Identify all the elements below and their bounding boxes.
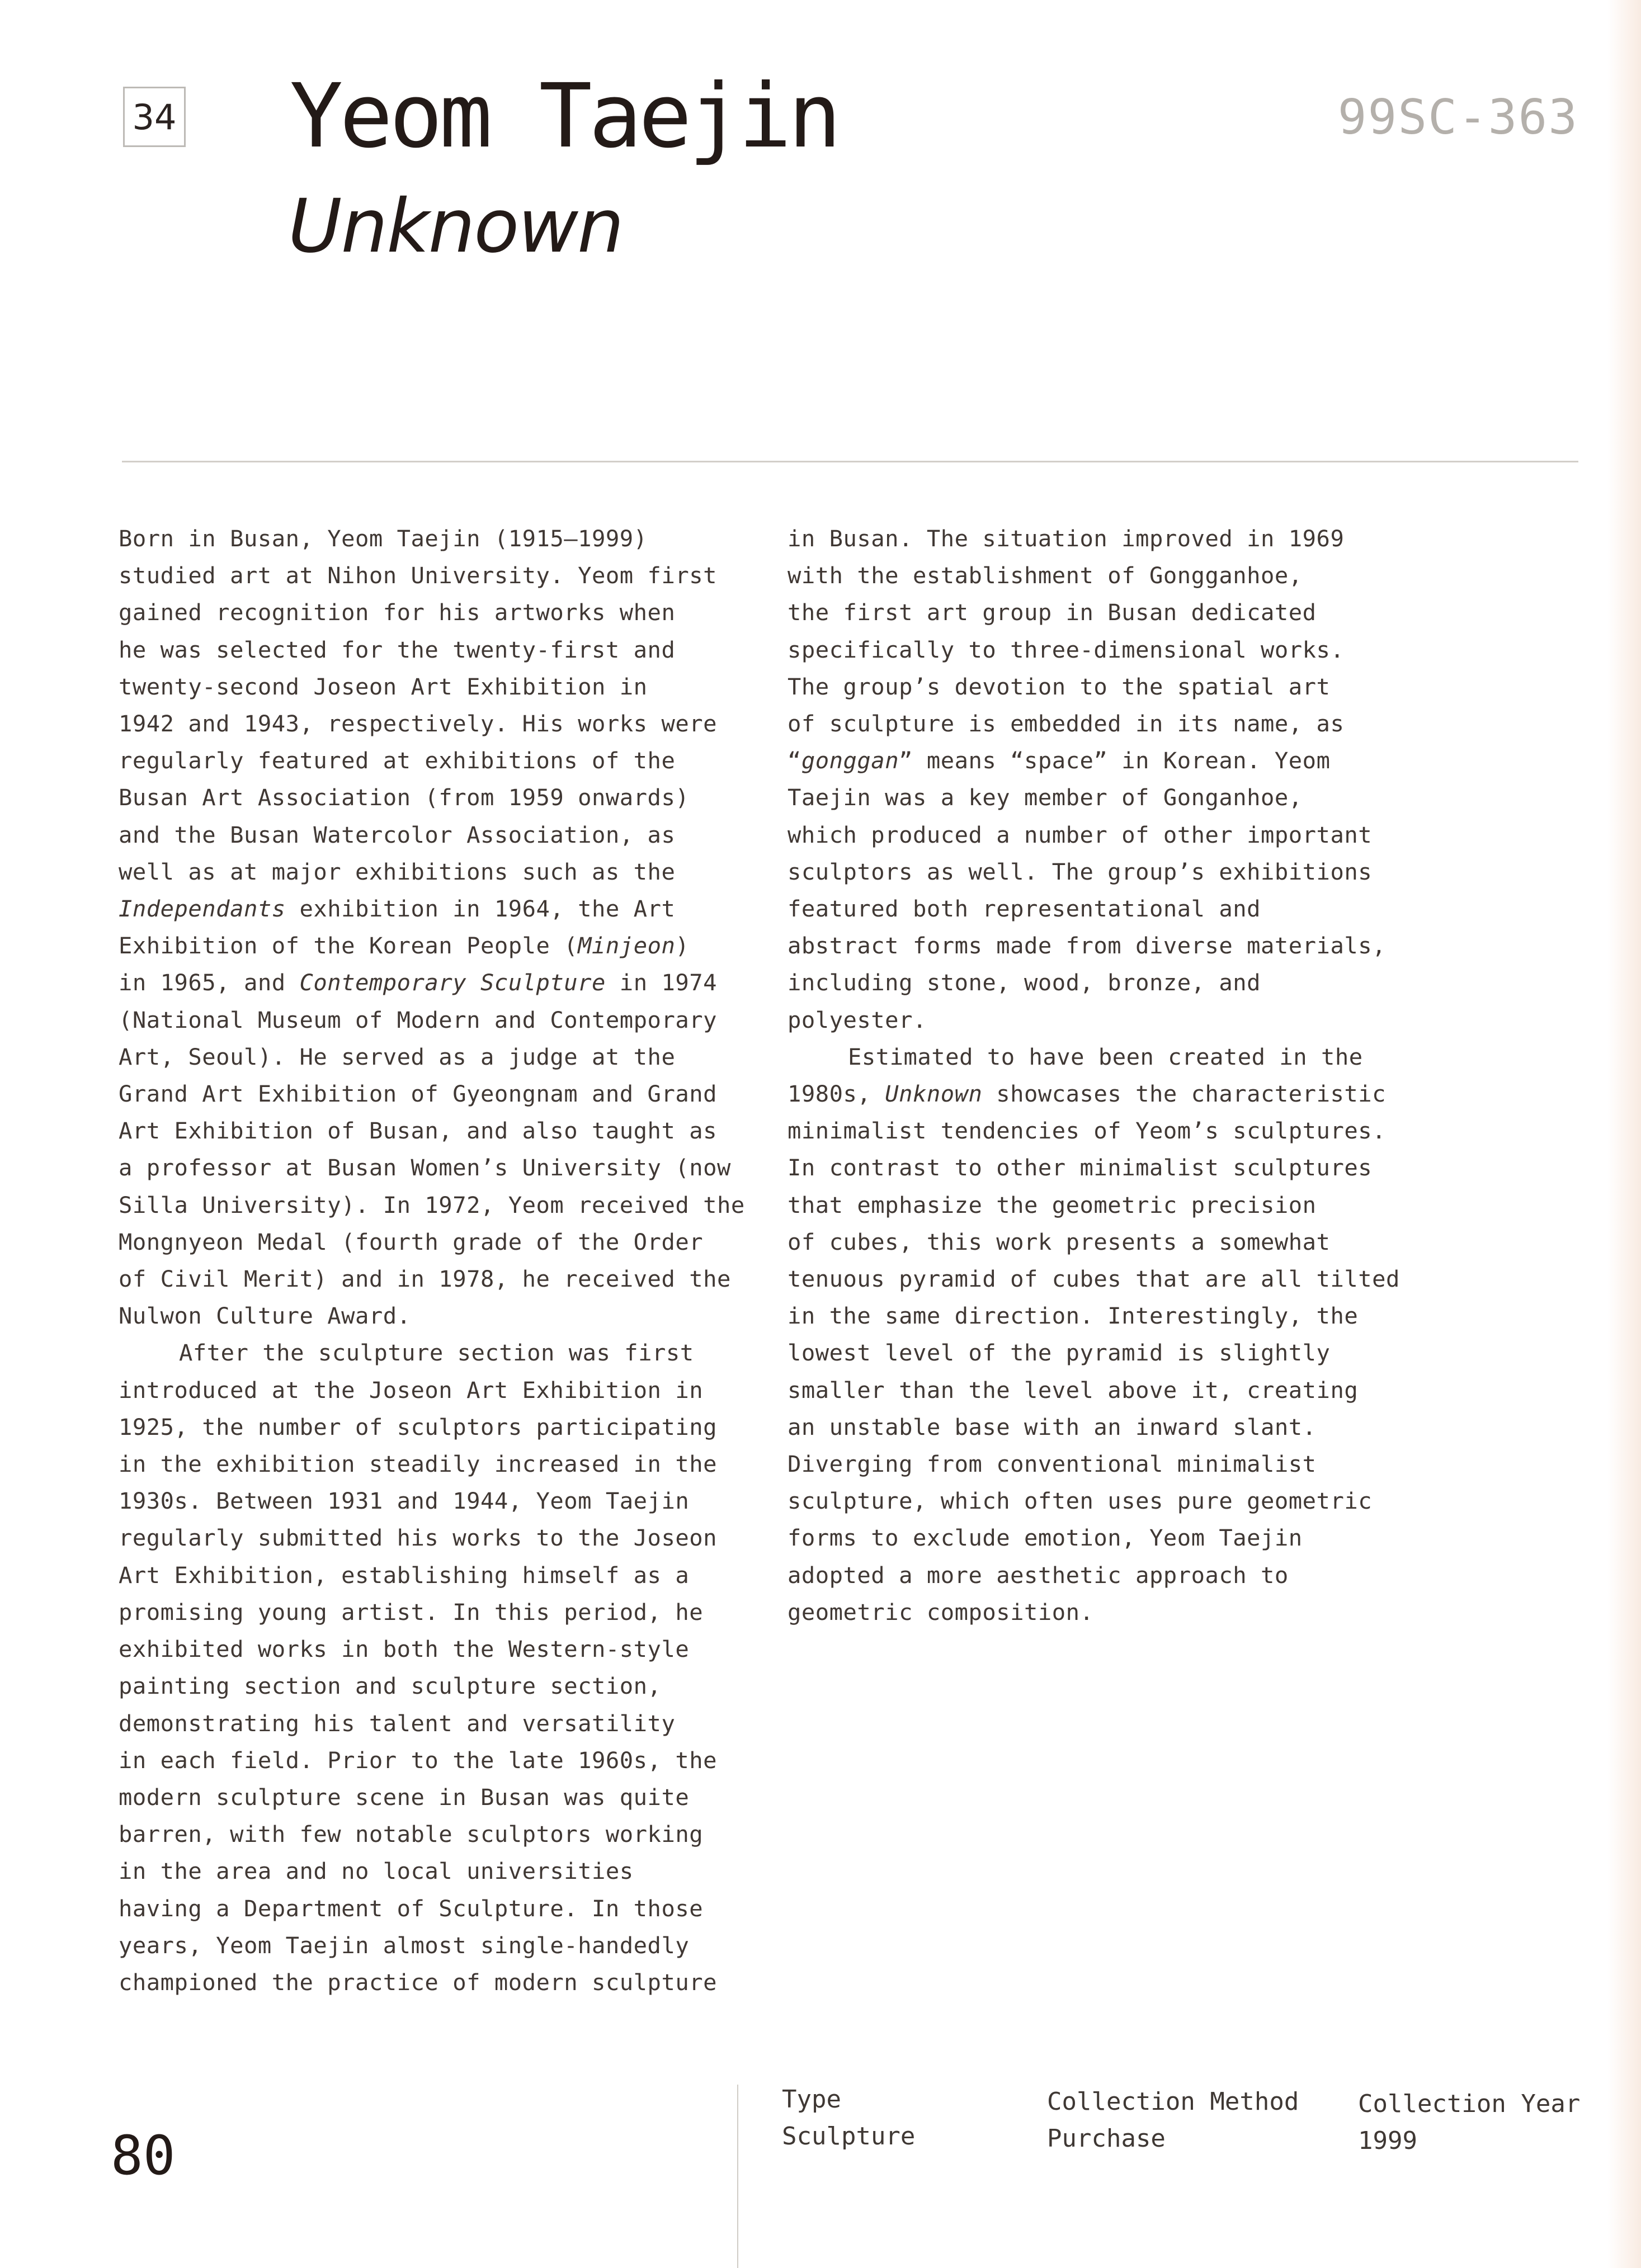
text-line: in the same direction. Interestingly, the xyxy=(788,1302,1359,1330)
text-line: 1925, the number of sculptors participating xyxy=(119,1413,717,1440)
text-line: Grand Art Exhibition of Gyeongnam and Grand xyxy=(119,1080,717,1108)
text-line: introduced at the Joseon Art Exhibition in xyxy=(119,1376,704,1404)
text-line: promising young artist. In this period, he xyxy=(119,1598,704,1626)
text-line: sculptors as well. The group’s exhibitions xyxy=(788,858,1373,885)
text-line: Silla University). In 1972, Yeom received the xyxy=(119,1191,745,1218)
text-line: forms to exclude emotion, Yeom Taejin xyxy=(788,1524,1303,1552)
text-line: studied art at Nihon University. Yeom first xyxy=(119,562,717,589)
text-line: he was selected for the twenty-first and xyxy=(119,636,676,663)
text-line xyxy=(119,927,751,964)
text-line: Born in Busan, Yeom Taejin (1915–1999) xyxy=(119,525,648,552)
text-line: Busan Art Association (from 1959 onwards) xyxy=(119,784,690,811)
text-line: tenuous pyramid of cubes that are all tilted xyxy=(788,1265,1400,1293)
text-run: ” means “space” in Korean. Yeom xyxy=(899,747,1331,774)
text-line: barren, with few notable sculptors working xyxy=(119,1821,704,1848)
text-line: that emphasize the geometric precision xyxy=(788,1191,1317,1218)
text-line xyxy=(788,742,1436,779)
text-line: years, Yeom Taejin almost single-handedly xyxy=(119,1931,690,1959)
text-run: in 1974 xyxy=(605,969,717,996)
text-line: in Busan. The situation improved in 1969 xyxy=(788,525,1345,552)
artist-name: Yeom Taejin xyxy=(290,65,838,168)
text-line: modern sculpture scene in Busan was quite xyxy=(119,1783,690,1811)
italic-term: gonggan xyxy=(801,747,899,774)
text-line: featured both representational and xyxy=(788,895,1261,923)
text-line: Art, Seoul). He served as a judge at the xyxy=(119,1043,676,1070)
text-line: including stone, wood, bronze, and xyxy=(788,969,1261,996)
text-line: minimalist tendencies of Yeom’s sculptures. xyxy=(788,1117,1386,1145)
text-line xyxy=(119,964,751,1001)
paragraph-work-description xyxy=(788,1038,1436,1075)
text-line: well as at major exhibitions such as the xyxy=(119,858,676,885)
entry-number-box xyxy=(123,87,186,147)
text-line: of sculpture is embedded in its name, as xyxy=(788,710,1345,738)
text-line: in the area and no local universities xyxy=(119,1858,634,1885)
text-line: twenty-second Joseon Art Exhibition in xyxy=(119,673,648,700)
text-line: which produced a number of other important xyxy=(788,821,1373,848)
text-line: an unstable base with an inward slant. xyxy=(788,1413,1317,1440)
text-run: in 1965, and xyxy=(119,969,300,996)
text-line: smaller than the level above it, creating xyxy=(788,1376,1359,1404)
text-line: After the sculpture section was first xyxy=(179,1339,694,1367)
text-line: Diverging from conventional minimalist xyxy=(788,1450,1317,1478)
page-number: 80 xyxy=(111,2124,176,2187)
metadata-value: Sculpture xyxy=(782,2122,916,2151)
text-line: in each field. Prior to the late 1960s, the xyxy=(119,1746,717,1774)
text-line: 1930s. Between 1931 and 1944, Yeom Taejin xyxy=(119,1487,690,1515)
metadata-value: Purchase xyxy=(1047,2124,1166,2153)
text-line: specifically to three-dimensional works. xyxy=(788,636,1345,663)
text-line: with the establishment of Gongganhoe, xyxy=(788,562,1303,589)
text-line: of Civil Merit) and in 1978, he received the xyxy=(119,1265,731,1293)
text-line: Art Exhibition of Busan, and also taught as xyxy=(119,1117,717,1145)
text-line: geometric composition. xyxy=(788,1598,1094,1626)
italic-exhibition-title: Independants xyxy=(119,895,286,923)
text-run: Exhibition of the Korean People ( xyxy=(119,932,578,960)
text-line: the first art group in Busan dedicated xyxy=(788,599,1317,626)
text-run: 1980s, xyxy=(788,1080,885,1108)
text-line: lowest level of the pyramid is slightly xyxy=(788,1339,1331,1367)
paragraph-gongganhoe xyxy=(788,520,1436,1038)
text-run: ) xyxy=(675,932,690,960)
text-line xyxy=(119,890,751,927)
text-line: and the Busan Watercolor Association, as xyxy=(119,821,676,848)
text-line: adopted a more aesthetic approach to xyxy=(788,1561,1289,1589)
footer-divider xyxy=(737,2085,738,2268)
metadata-collection-method xyxy=(1047,2083,1299,2157)
text-line: (National Museum of Modern and Contemporary xyxy=(119,1006,717,1033)
page-edge-shadow xyxy=(1607,0,1641,2268)
text-line: exhibited works in both the Western-style xyxy=(119,1636,690,1663)
metadata-collection-year xyxy=(1358,2086,1580,2160)
paragraph-sculpture-history-cont xyxy=(119,1372,751,2001)
header-divider xyxy=(122,461,1578,462)
text-line: Mongnyeon Medal (fourth grade of the Order xyxy=(119,1228,704,1255)
text-line: a professor at Busan Women’s University (now xyxy=(119,1154,731,1182)
metadata-type xyxy=(782,2081,915,2155)
text-run: “ xyxy=(788,747,801,774)
text-line: Taejin was a key member of Gonganhoe, xyxy=(788,784,1303,811)
italic-work-title: Unknown xyxy=(885,1080,983,1108)
text-line: abstract forms made from diverse materials, xyxy=(788,932,1386,960)
text-line: demonstrating his talent and versatility xyxy=(119,1709,676,1737)
text-line: The group’s devotion to the spatial art xyxy=(788,673,1331,700)
metadata-label: Collection Method xyxy=(1047,2087,1299,2116)
paragraph-sculpture-history xyxy=(119,1334,751,1371)
body-column-left xyxy=(119,520,751,2001)
italic-exhibition-title: Contemporary Sculpture xyxy=(299,969,606,996)
text-line: in the exhibition steadily increased in the xyxy=(119,1450,717,1478)
text-line: having a Department of Sculpture. In those xyxy=(119,1894,704,1922)
text-line xyxy=(788,1075,1436,1112)
text-line: Estimated to have been created in the xyxy=(848,1043,1363,1070)
text-line: sculpture, which often uses pure geometric xyxy=(788,1487,1373,1515)
text-line: regularly submitted his works to the Joseon xyxy=(119,1524,717,1552)
text-line: Art Exhibition, establishing himself as a xyxy=(119,1561,690,1589)
text-run: exhibition in 1964, the Art xyxy=(285,895,676,923)
paragraph-biography xyxy=(119,520,751,1334)
text-run: showcases the characteristic xyxy=(982,1080,1386,1108)
entry-number: 34 xyxy=(132,96,177,138)
work-title: Unknown xyxy=(288,183,623,270)
text-line: 1942 and 1943, respectively. His works were xyxy=(119,710,717,738)
text-line: gained recognition for his artworks when xyxy=(119,599,676,626)
metadata-label: Collection Year xyxy=(1358,2090,1581,2118)
text-line: regularly featured at exhibitions of the xyxy=(119,747,676,774)
text-line: championed the practice of modern sculpture xyxy=(119,1968,717,1996)
body-column-right xyxy=(788,520,1436,1631)
text-line: Nulwon Culture Award. xyxy=(119,1302,411,1330)
text-line: polyester. xyxy=(788,1006,927,1033)
text-line: of cubes, this work presents a somewhat xyxy=(788,1228,1331,1255)
paragraph-work-description-cont xyxy=(788,1075,1436,1631)
text-line: In contrast to other minimalist sculptures xyxy=(788,1154,1373,1182)
metadata-label: Type xyxy=(782,2085,841,2114)
text-line: painting section and sculpture section, xyxy=(119,1672,662,1700)
metadata-value: 1999 xyxy=(1358,2127,1417,2155)
italic-exhibition-title: Minjeon xyxy=(578,932,676,960)
catalog-code: 99SC-363 xyxy=(1337,89,1578,145)
